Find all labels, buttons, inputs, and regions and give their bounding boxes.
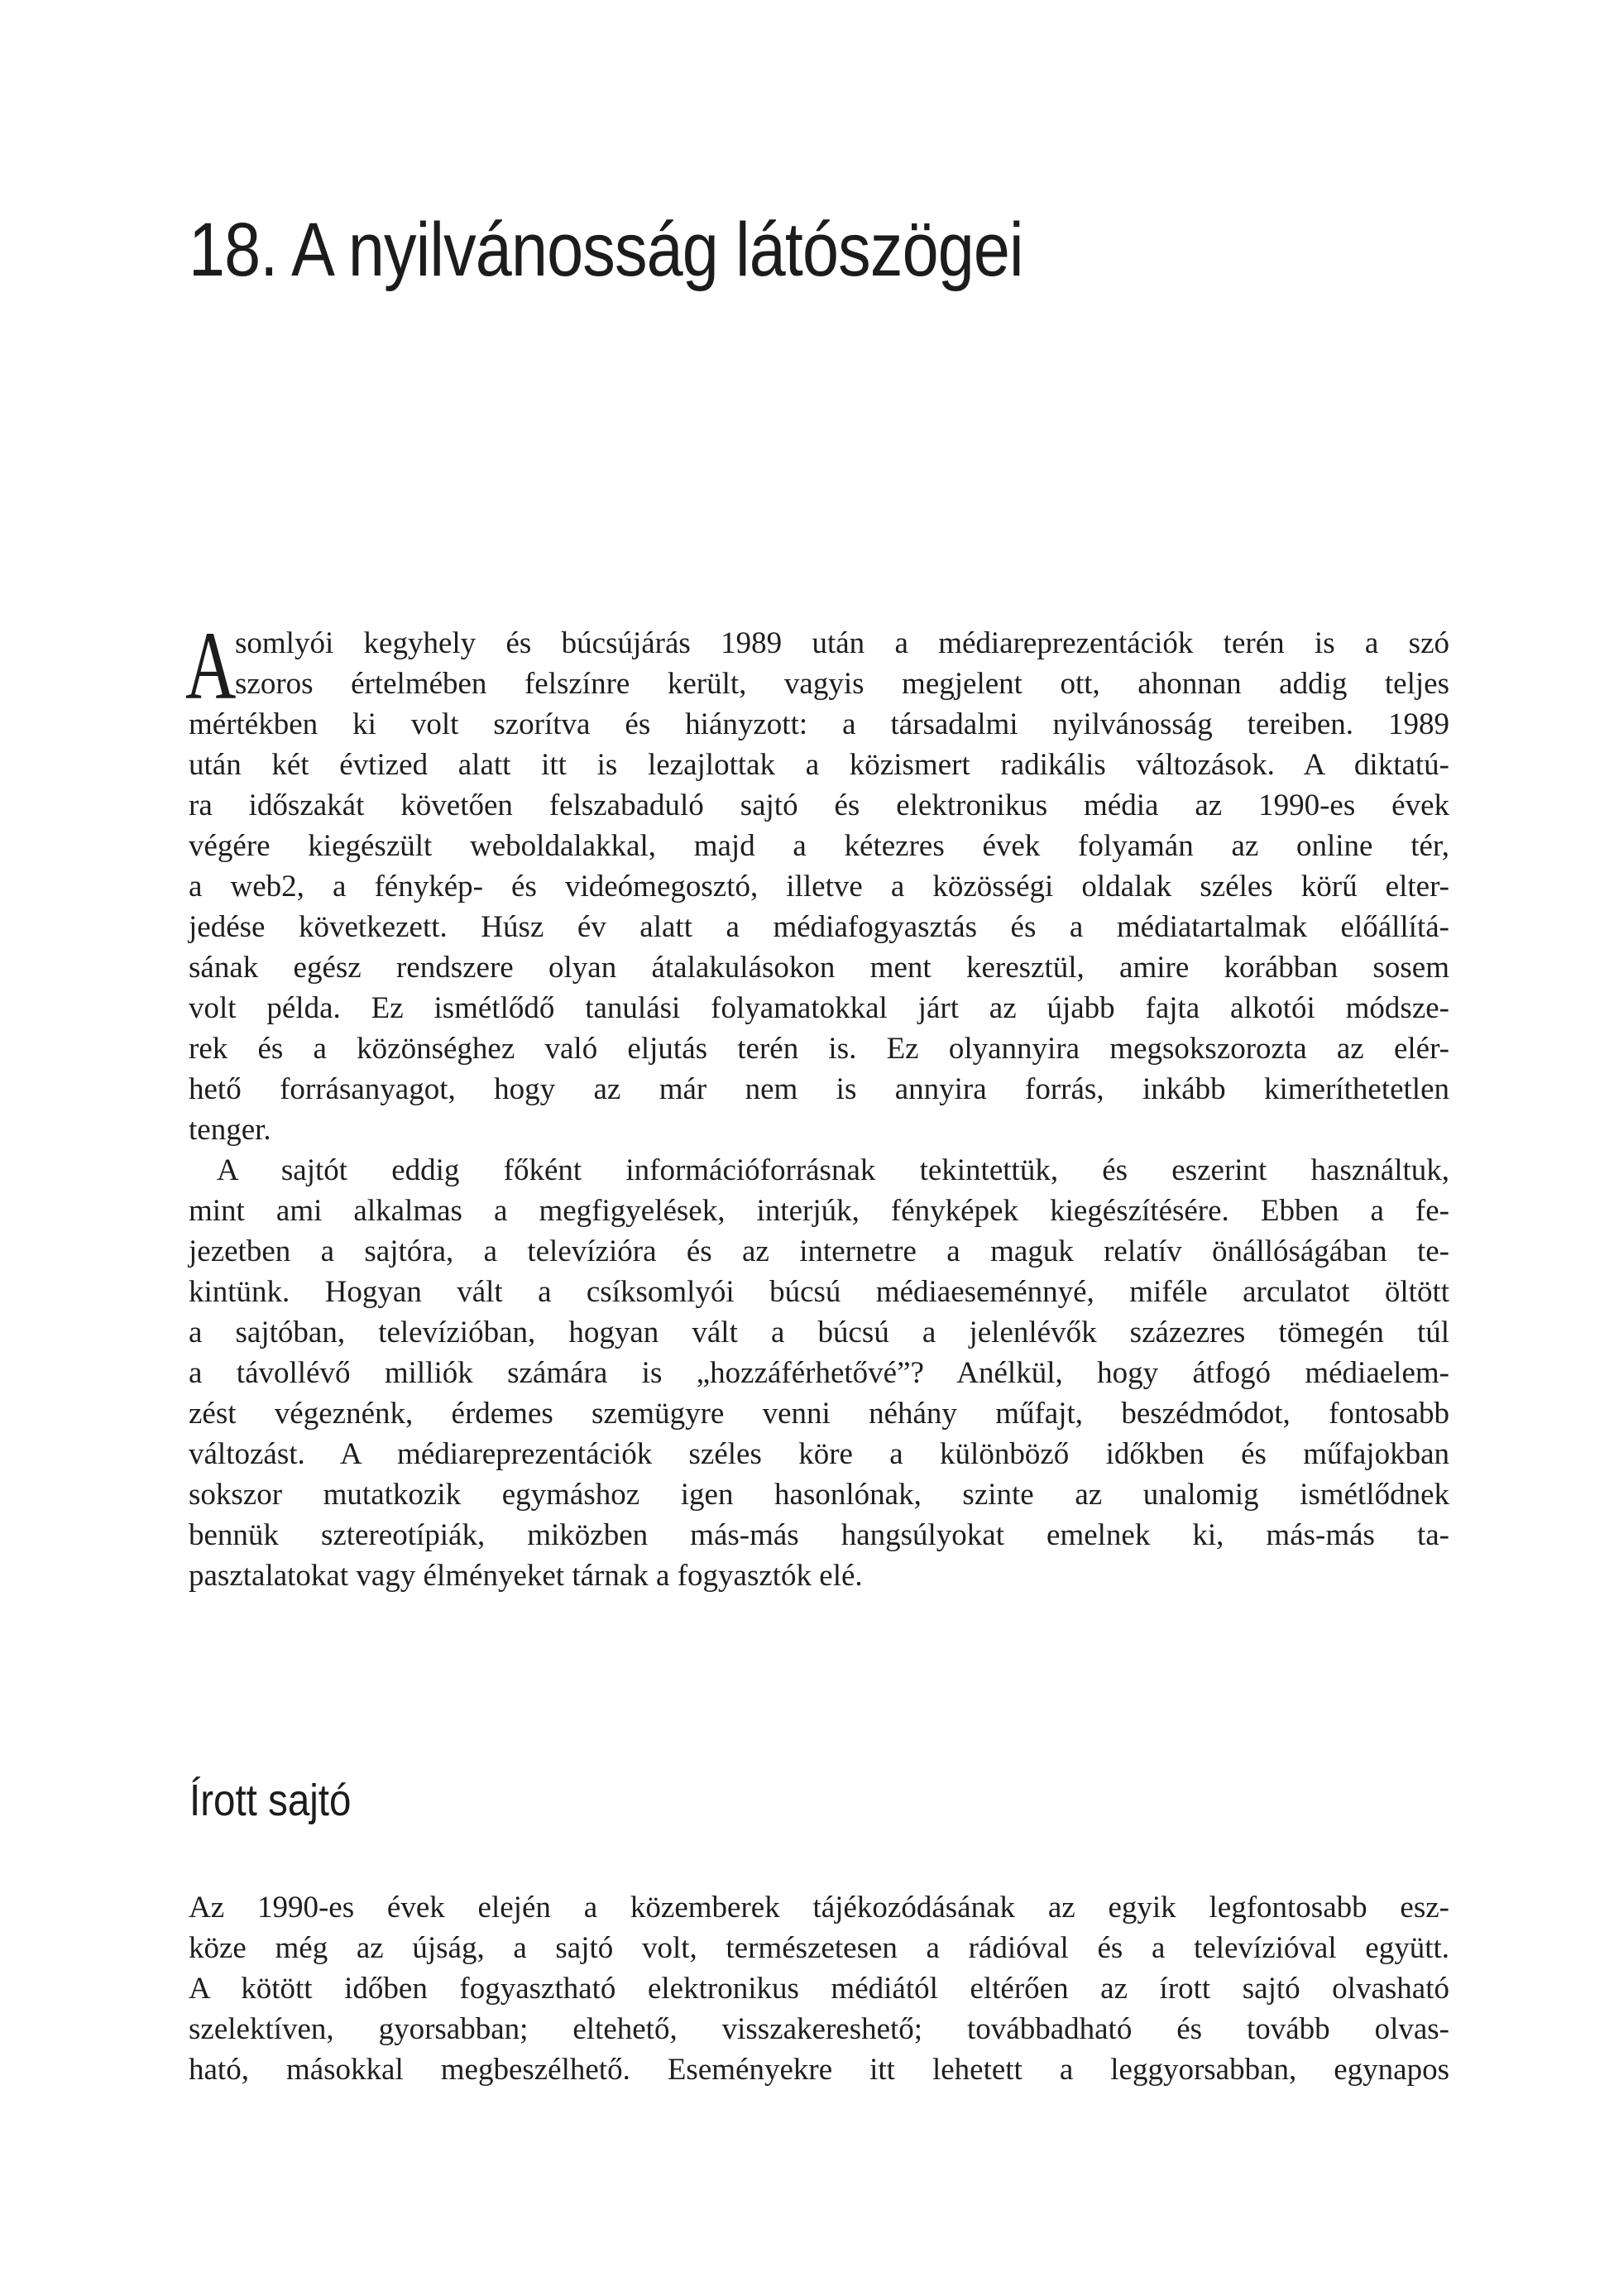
text-line: ra időszakát követően felszabaduló sajtó és elektronikus média az 1990-es évek xyxy=(189,789,1449,822)
text-line: köze még az újság, a sajtó volt, természetesen a rádióval és a televízióval együtt. xyxy=(189,1931,1449,1965)
text-line: után két évtized alatt itt is lezajlottak a közismert radikális változások. A diktatú- xyxy=(189,748,1449,782)
text-line: ható, másokkal megbeszélhető. Eseményekre itt lehetett a leggyorsabban, egynapos xyxy=(189,2053,1449,2087)
drop-cap: A xyxy=(185,611,237,720)
text-line: szelektíven, gyorsabban; eltehető, visszakereshető; továbbadható és tovább olvas- xyxy=(189,2012,1449,2046)
text-line: kintünk. Hogyan vált a csíksomlyói búcsú médiaeseménnyé, miféle arculatot öltött xyxy=(189,1275,1449,1309)
chapter-title: 18. A nyilvánosság látószögei xyxy=(189,208,1023,292)
text-line: változást. A médiareprezentációk széles köre a különböző időkben és műfajokban xyxy=(189,1437,1449,1471)
text-line: végére kiegészült weboldalakkal, majd a kétezres évek folyamán az online tér, xyxy=(189,829,1449,863)
text-line: mértékben ki volt szorítva és hiányzott: a társadalmi nyilvánosság tereiben. 1989 xyxy=(189,707,1449,741)
text-line: somlyói kegyhely és búcsújárás 1989 után a médiareprezentációk terén is a szó xyxy=(235,626,1449,660)
text-line: a távollévő milliók számára is „hozzáférhetővé”? Anélkül, hogy átfogó médiaelem- xyxy=(189,1356,1449,1390)
text-line: jezetben a sajtóra, a televízióra és az internetre a maguk relatív önállóságában te- xyxy=(189,1234,1449,1268)
text-line: pasztalatokat vagy élményeket tárnak a fogyasztók elé. xyxy=(189,1559,863,1593)
text-line: a web2, a fénykép- és videómegosztó, illetve a közösségi oldalak széles körű elter- xyxy=(189,870,1449,904)
section-heading: Írott sajtó xyxy=(189,1776,352,1825)
text-line: Az 1990-es évek elején a közemberek tájékozódásának az egyik legfontosabb esz- xyxy=(189,1891,1449,1925)
text-line: sának egész rendszere olyan átalakulásokon ment keresztül, amire korábban sosem xyxy=(189,951,1449,985)
text-line: sokszor mutatkozik egymáshoz igen hasonlónak, szinte az unalomig ismétlődnek xyxy=(189,1478,1449,1512)
text-line: volt példa. Ez ismétlődő tanulási folyamatokkal járt az újabb fajta alkotói módsze- xyxy=(189,991,1449,1025)
text-line: szoros értelmében felszínre került, vagyis megjelent ott, ahonnan addig teljes xyxy=(235,667,1449,701)
text-line: A sajtót eddig főként információforrásnak tekintettük, és eszerint használtuk, xyxy=(217,1153,1449,1187)
text-line: hető forrásanyagot, hogy az már nem is annyira forrás, inkább kimeríthetetlen xyxy=(189,1072,1449,1106)
text-line: jedése következett. Húsz év alatt a médiafogyasztás és a médiatartalmak előállítá- xyxy=(189,910,1449,944)
text-line: A kötött időben fogyasztható elektronikus médiától eltérően az írott sajtó olvasható xyxy=(189,1972,1449,2006)
text-line: zést végeznénk, érdemes szemügyre venni néhány műfajt, beszédmódot, fontosabb xyxy=(189,1397,1449,1431)
text-line: rek és a közönséghez való eljutás terén is. Ez olyannyira megsokszorozta az elér- xyxy=(189,1032,1449,1066)
text-line: a sajtóban, televízióban, hogyan vált a búcsú a jelenlévők százezres tömegén túl xyxy=(189,1316,1449,1349)
text-line: mint ami alkalmas a megfigyelések, interjúk, fényképek kiegészítésére. Ebben a fe- xyxy=(189,1194,1449,1228)
text-line: tenger. xyxy=(189,1113,271,1147)
text-line: bennük sztereotípiák, miközben más-más hangsúlyokat emelnek ki, más-más ta- xyxy=(189,1518,1449,1552)
